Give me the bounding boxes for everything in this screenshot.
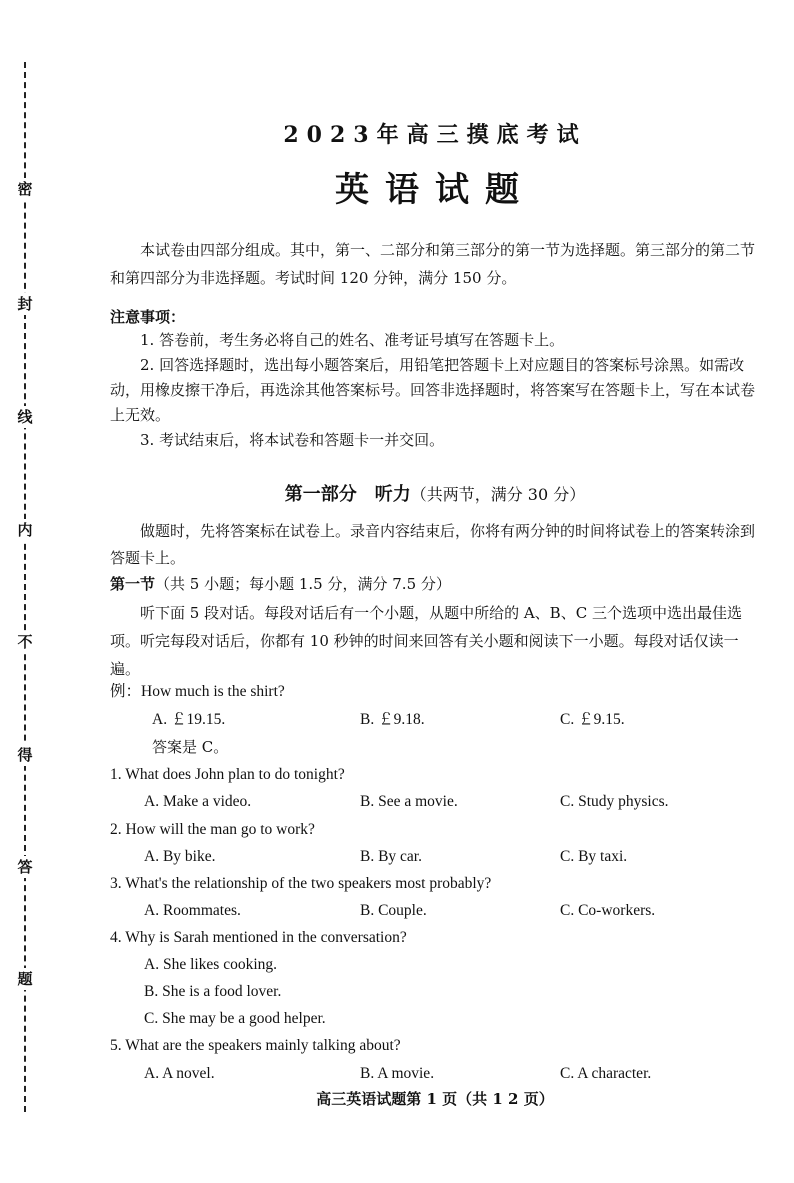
example-question: 例：How much is the shirt? — [110, 683, 285, 700]
example-option: B. ￡9.18. — [360, 711, 425, 728]
seal-char: 得 — [14, 744, 36, 766]
seal-char: 答 — [14, 856, 36, 878]
exam-intro: 本试卷由四部分组成。其中，第一、二部分和第三部分的第一节为选择题。第三部分的第二节和第四部分为非选择题。考试时间 120 分钟，满分 150 分。 — [110, 241, 756, 287]
page-footer: 高三英语试题第 1 页（共 1 2 页） — [316, 1090, 554, 1108]
answer-option: C. By taxi. — [560, 848, 628, 865]
exam-title: 2023年高三摸底考试 — [283, 122, 587, 148]
note-item: 3. 考试结束后，将本试卷和答题卡一并交回。 — [140, 431, 445, 449]
section-intro: 听下面 5 段对话。每段对话后有一个小题，从题中所给的 A、B、C 三个选项中选出最佳选项。听完每段对话后，你都有 10 秒钟的时间来回答有关小题和阅读下一小题。每段对话仅读一遍。 — [110, 604, 742, 678]
note-item: 1. 答卷前，考生务必将自己的姓名、准考证号填写在答题卡上。 — [140, 331, 565, 349]
answer-option: C. Co-workers. — [560, 902, 656, 919]
seal-char: 密 — [14, 178, 36, 200]
question-text: 4. Why is Sarah mentioned in the conversation? — [110, 929, 407, 946]
example-option: A. ￡19.15. — [152, 711, 226, 728]
seal-char: 不 — [14, 631, 36, 653]
question-text: 5. What are the speakers mainly talking about? — [110, 1037, 401, 1054]
answer-option: B. She is a food lover. — [144, 983, 282, 1000]
subject-title: 英语试题 — [335, 170, 535, 210]
answer-option: A. By bike. — [144, 848, 216, 865]
example-option: C. ￡9.15. — [560, 711, 625, 728]
answer-option: B. See a movie. — [360, 793, 458, 810]
seal-char: 封 — [14, 293, 36, 315]
answer-option: B. Couple. — [360, 902, 427, 919]
answer-option: B. By car. — [360, 848, 422, 865]
answer-option: C. A character. — [560, 1065, 652, 1082]
seal-char: 题 — [14, 968, 36, 990]
part-title — [110, 480, 760, 506]
notes-list — [110, 328, 760, 453]
section-title — [110, 573, 451, 594]
answer-option: A. A novel. — [144, 1065, 215, 1082]
answer-option: B. A movie. — [360, 1065, 435, 1082]
answer-option: A. Roommates. — [144, 902, 241, 919]
seal-char: 线 — [14, 406, 36, 428]
answer-option: A. She likes cooking. — [144, 956, 278, 973]
section-title-paren: （共 5 小题；每小题 1.5 分，满分 7.5 分） — [155, 575, 451, 593]
question-text: 3. What's the relationship of the two speakers most probably? — [110, 875, 492, 892]
answer-option: C. Study physics. — [560, 793, 669, 810]
example-answer: 答案是 C。 — [152, 738, 229, 756]
binding-margin — [14, 62, 36, 1112]
note-item: 2. 回答选择题时，选出每小题答案后，用铅笔把答题卡上对应题目的答案标号涂黑。如需改动，用橡皮擦干净后，再选涂其他答案标号。回答非选择题时，将答案写在答题卡上，写在本试卷上无效。 — [110, 356, 756, 424]
answer-option: A. Make a video. — [144, 793, 252, 810]
notes-title: 注意事项： — [110, 308, 186, 326]
dashed-seal-line — [24, 62, 26, 1112]
part-intro: 做题时，先将答案标在试卷上。录音内容结束后，你将有两分钟的时间将试卷上的答案转涂到答题卡上。 — [110, 522, 756, 567]
question-text: 1. What does John plan to do tonight? — [110, 766, 345, 783]
seal-char: 内 — [14, 519, 36, 541]
answer-option: C. She may be a good helper. — [144, 1010, 326, 1027]
part-title-paren: （共两节，满分 30 分） — [410, 485, 586, 504]
part-title-main: 第一部分 听力 — [284, 484, 411, 505]
question-text: 2. How will the man go to work? — [110, 821, 315, 838]
section-title-main: 第一节 — [110, 575, 156, 593]
